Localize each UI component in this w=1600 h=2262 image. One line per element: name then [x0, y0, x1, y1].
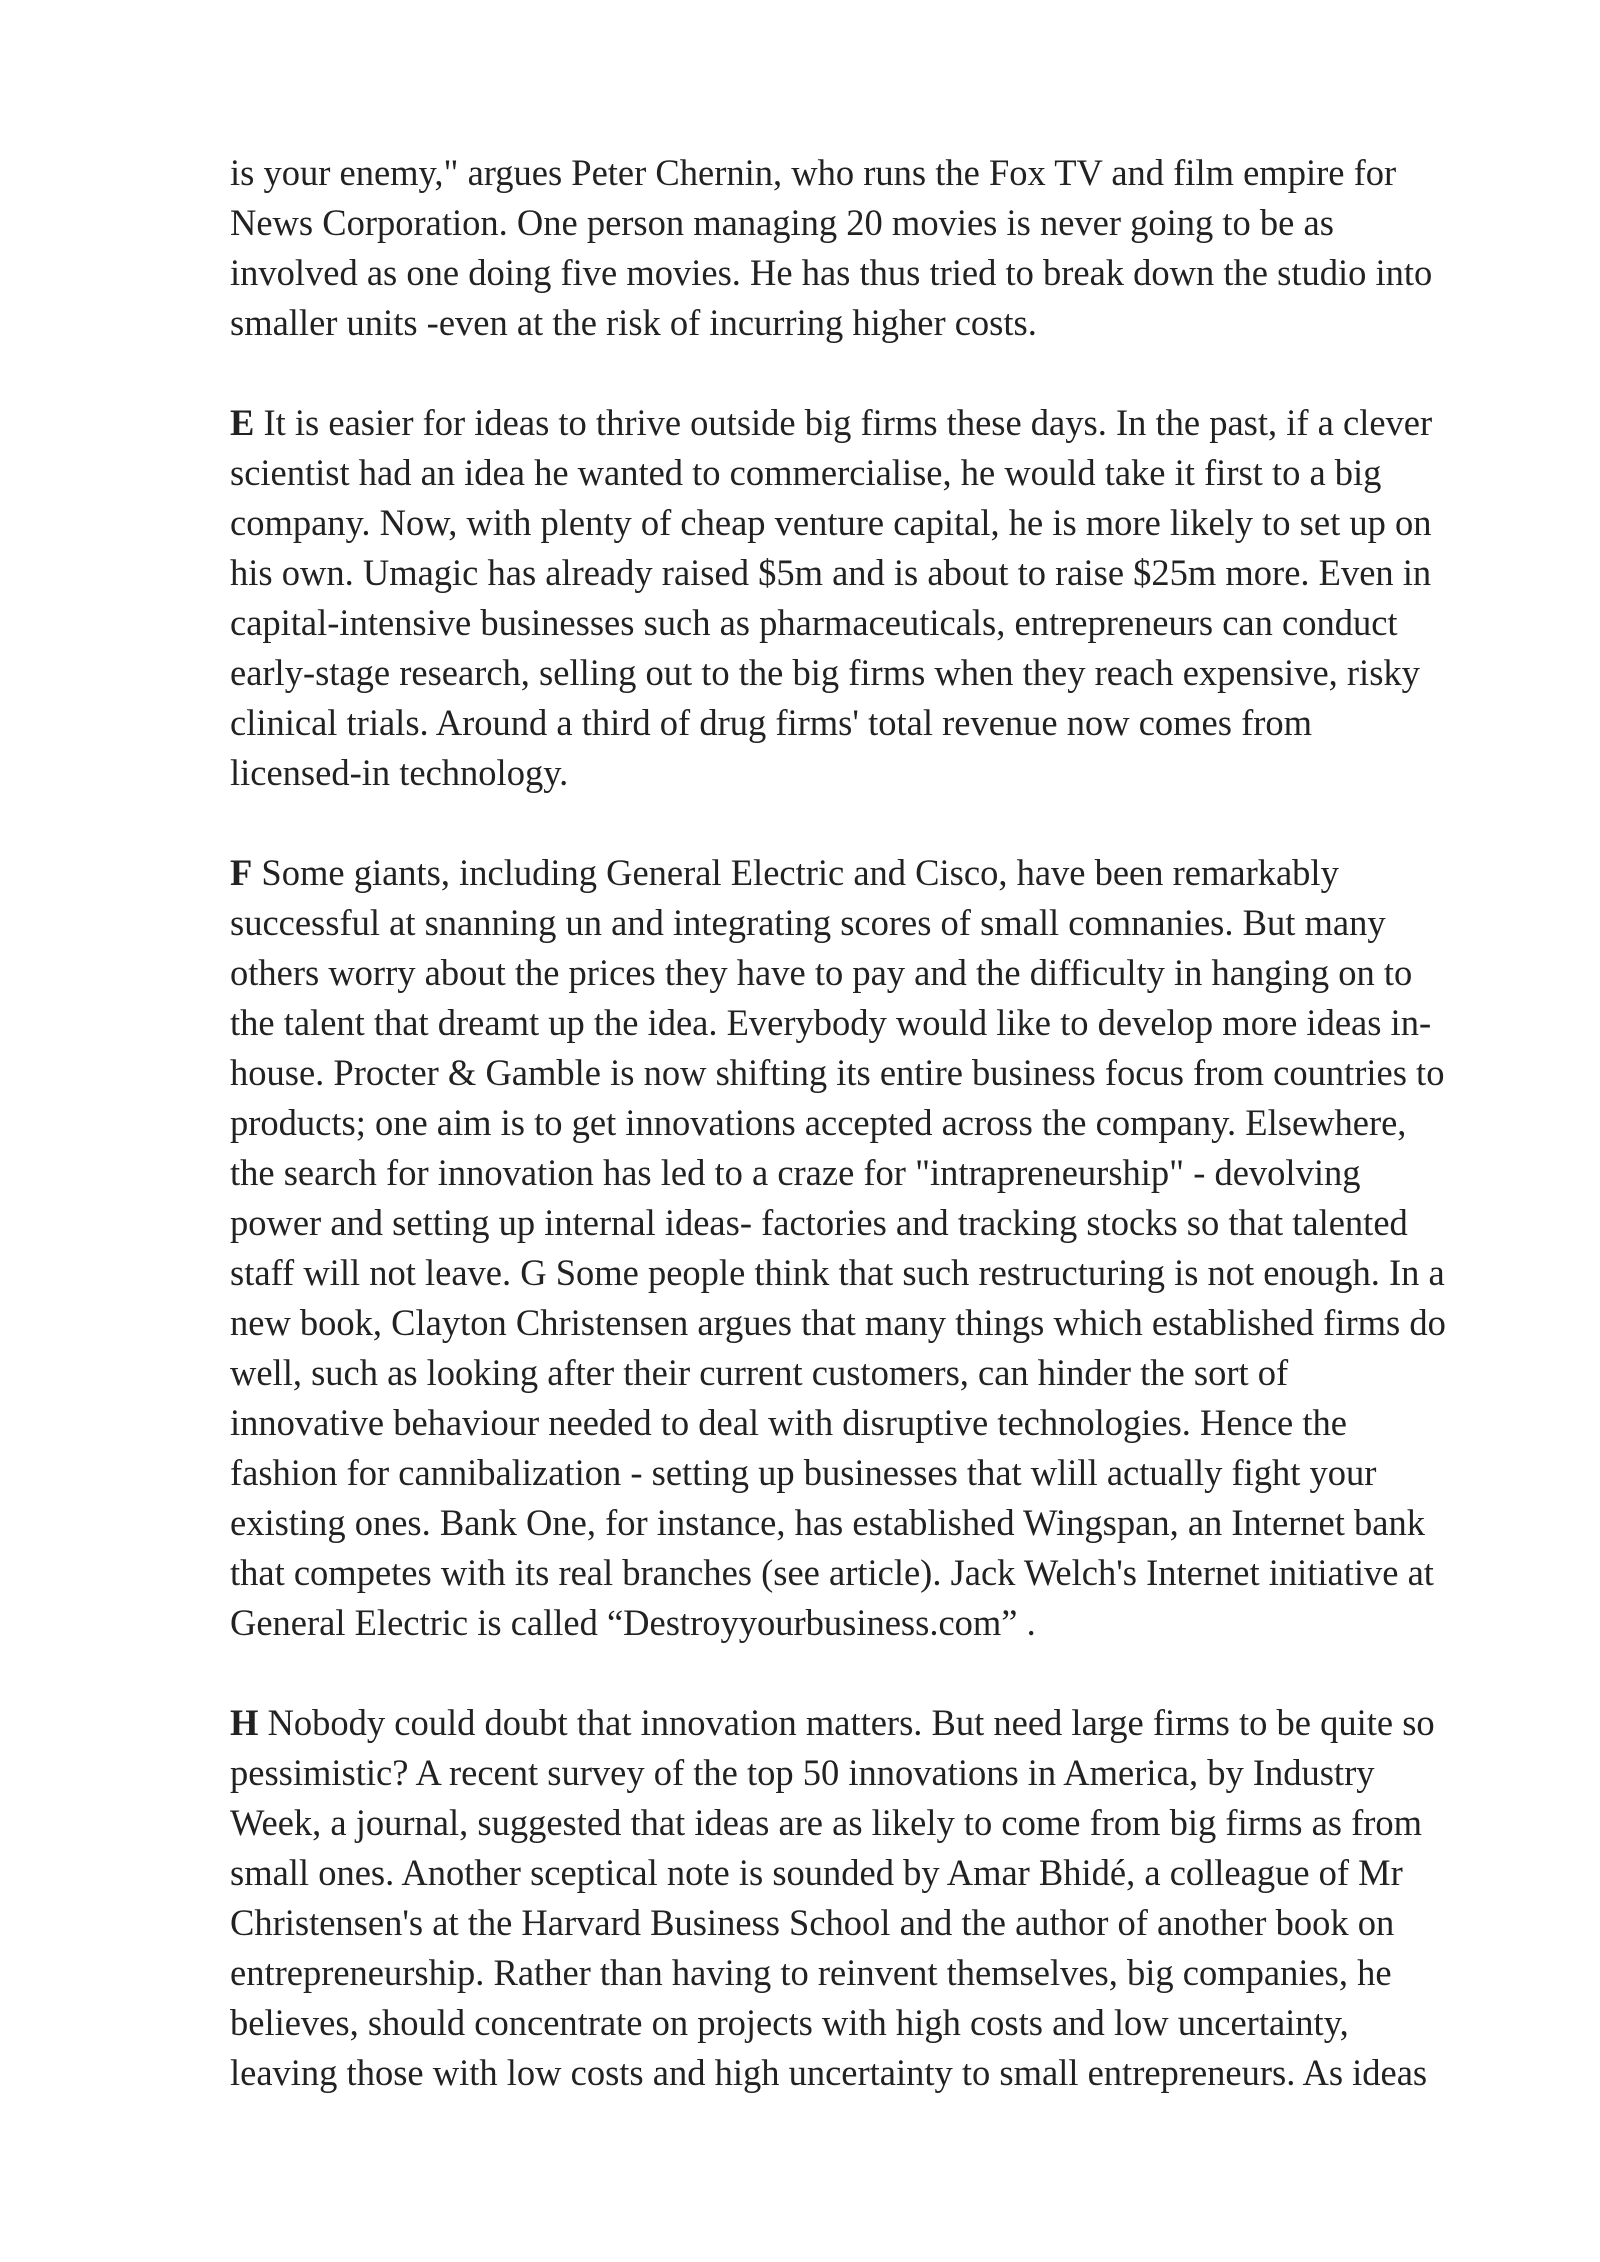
text-line: capital-intensive businesses such as pharmaceuticals, entrepreneurs can conduct [230, 602, 1398, 643]
text-line-content: It is easier for ideas to thrive outside big firms these days. In the past, if a clever [254, 402, 1433, 443]
text-line: entrepreneurship. Rather than having to reinvent themselves, big companies, he [230, 1952, 1392, 1993]
text-line: clinical trials. Around a third of drug firms' total revenue now comes from [230, 702, 1313, 743]
text-line-content: Nobody could doubt that innovation matters. But need large firms to be quite so [258, 1702, 1435, 1743]
text-line: Week, a journal, suggested that ideas are as likely to come from big firms as from [230, 1802, 1423, 1843]
text-line [230, 848, 1530, 898]
text-line: others worry about the prices they have to pay and the difficulty in hanging on to [230, 952, 1413, 993]
text-line [230, 398, 1530, 448]
text-line: scientist had an idea he wanted to commercialise, he would take it first to a big [230, 452, 1382, 493]
text-line: innovative behaviour needed to deal with disruptive technologies. Hence the [230, 1402, 1347, 1443]
paragraph-letter: H [230, 1702, 259, 1743]
text-line: his own. Umagic has already raised $5m and is about to raise $25m more. Even in [230, 552, 1432, 593]
text-line: the search for innovation has led to a craze for "intrapreneurship" - devolving [230, 1152, 1361, 1193]
text-line: that competes with its real branches (see article). Jack Welch's Internet initiative at [230, 1552, 1434, 1593]
paragraph-e [230, 398, 1530, 798]
text-line: staff will not leave. G Some people think that such restructuring is not enough. In a [230, 1252, 1445, 1293]
text-line: existing ones. Bank One, for instance, has established Wingspan, an Internet bank [230, 1502, 1425, 1543]
text-line [230, 1698, 1530, 1748]
text-line: leaving those with low costs and high uncertainty to small entrepreneurs. As ideas [230, 2052, 1428, 2093]
paragraph-h [230, 1698, 1530, 2098]
document-page [230, 148, 1530, 2148]
paragraph-letter: E [230, 402, 255, 443]
text-line-content: Some giants, including General Electric and Cisco, have been remarkably [252, 852, 1339, 893]
text-line: involved as one doing five movies. He has thus tried to break down the studio into [230, 252, 1433, 293]
text-line: power and setting up internal ideas- factories and tracking stocks so that talented [230, 1202, 1408, 1243]
text-line: well, such as looking after their current customers, can hinder the sort of [230, 1352, 1289, 1393]
text-line: house. Procter & Gamble is now shifting its entire business focus from countries to [230, 1052, 1445, 1093]
text-line: believes, should concentrate on projects with high costs and low uncertainty, [230, 2002, 1349, 2043]
paragraph-f [230, 848, 1530, 1648]
paragraph-letter: F [230, 852, 253, 893]
text-line: News Corporation. One person managing 20 movies is never going to be as [230, 202, 1334, 243]
text-line: licensed-in technology. [230, 752, 569, 793]
text-line: is your enemy," argues Peter Chernin, who runs the Fox TV and film empire for [230, 152, 1397, 193]
text-line: the talent that dreamt up the idea. Everybody would like to develop more ideas in- [230, 1002, 1432, 1043]
text-line: early-stage research, selling out to the big firms when they reach expensive, risky [230, 652, 1420, 693]
text-line: fashion for cannibalization - setting up businesses that wlill actually fight your [230, 1452, 1377, 1493]
text-line: Christensen's at the Harvard Business School and the author of another book on [230, 1902, 1395, 1943]
text-line: General Electric is called “Destroyyourbusiness.com” . [230, 1602, 1036, 1643]
text-line: products; one aim is to get innovations accepted across the company. Elsewhere, [230, 1102, 1407, 1143]
text-line: small ones. Another sceptical note is sounded by Amar Bhidé, a colleague of Mr [230, 1852, 1403, 1893]
text-line: pessimistic? A recent survey of the top 50 innovations in America, by Industry [230, 1752, 1375, 1793]
paragraph-d-continued [230, 148, 1530, 348]
text-line: company. Now, with plenty of cheap venture capital, he is more likely to set up on [230, 502, 1432, 543]
text-line: smaller units -even at the risk of incurring higher costs. [230, 302, 1037, 343]
text-line: successful at snanning un and integrating scores of small comnanies. But many [230, 902, 1386, 943]
text-line: new book, Clayton Christensen argues that many things which established firms do [230, 1302, 1446, 1343]
